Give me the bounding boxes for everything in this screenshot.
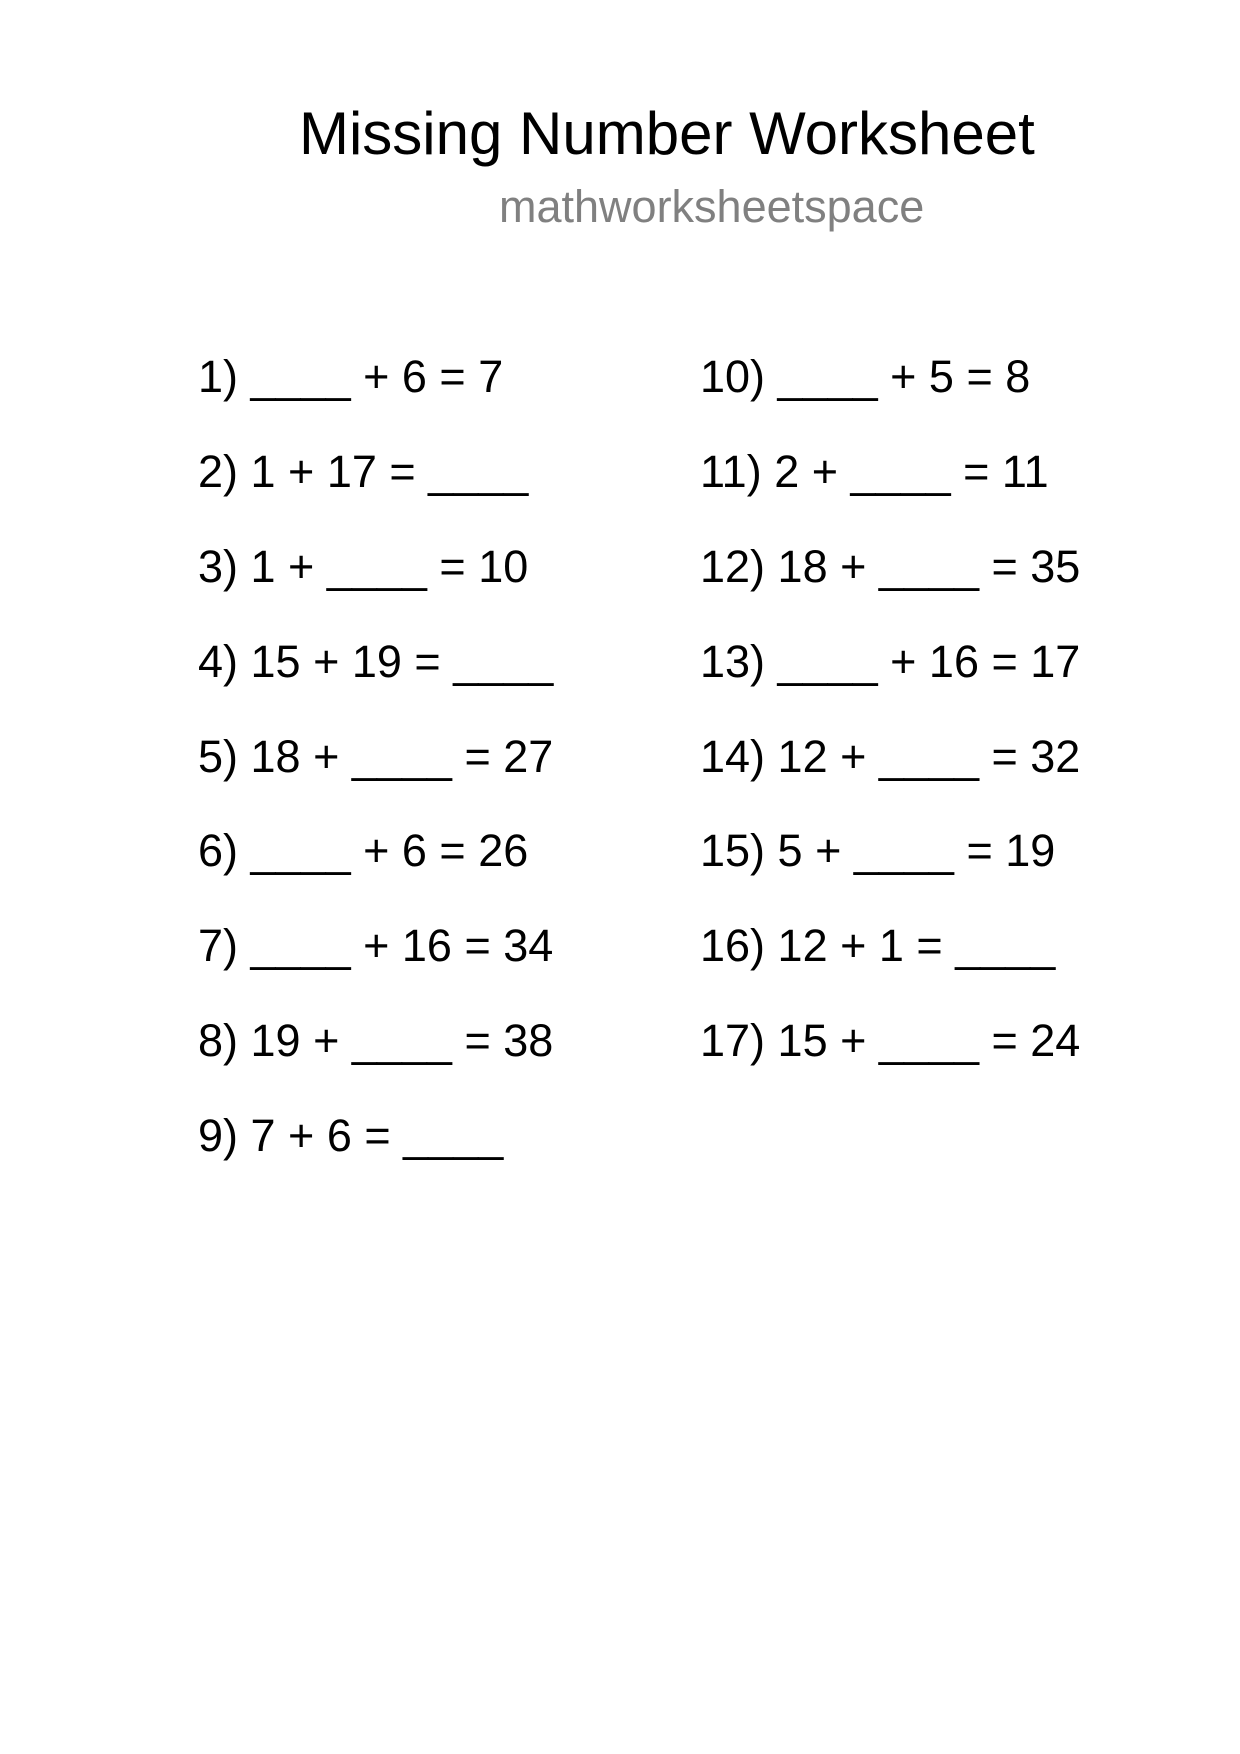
problem-16: 16) 12 + 1 = ____	[700, 920, 1056, 971]
problem-13: 13) ____ + 16 = 17	[700, 636, 1081, 687]
problem-8: 8) 19 + ____ = 38	[198, 1015, 554, 1066]
problem-14: 14) 12 + ____ = 32	[700, 731, 1081, 782]
problem-12: 12) 18 + ____ = 35	[700, 541, 1081, 592]
problem-11: 11) 2 + ____ = 11	[700, 446, 1049, 497]
problem-2: 2) 1 + 17 = ____	[198, 446, 529, 497]
page-subtitle: mathworksheetspace	[499, 181, 925, 232]
problem-3: 3) 1 + ____ = 10	[198, 541, 529, 592]
problem-4: 4) 15 + 19 = ____	[198, 636, 554, 687]
problem-6: 6) ____ + 6 = 26	[198, 825, 529, 876]
problem-10: 10) ____ + 5 = 8	[700, 351, 1031, 402]
problem-1: 1) ____ + 6 = 7	[198, 351, 504, 402]
problem-5: 5) 18 + ____ = 27	[198, 731, 554, 782]
problem-7: 7) ____ + 16 = 34	[198, 920, 554, 971]
problem-9: 9) 7 + 6 = ____	[198, 1110, 504, 1161]
problem-17: 17) 15 + ____ = 24	[700, 1015, 1081, 1066]
page-title: Missing Number Worksheet	[299, 100, 1035, 167]
problem-15: 15) 5 + ____ = 19	[700, 825, 1056, 876]
